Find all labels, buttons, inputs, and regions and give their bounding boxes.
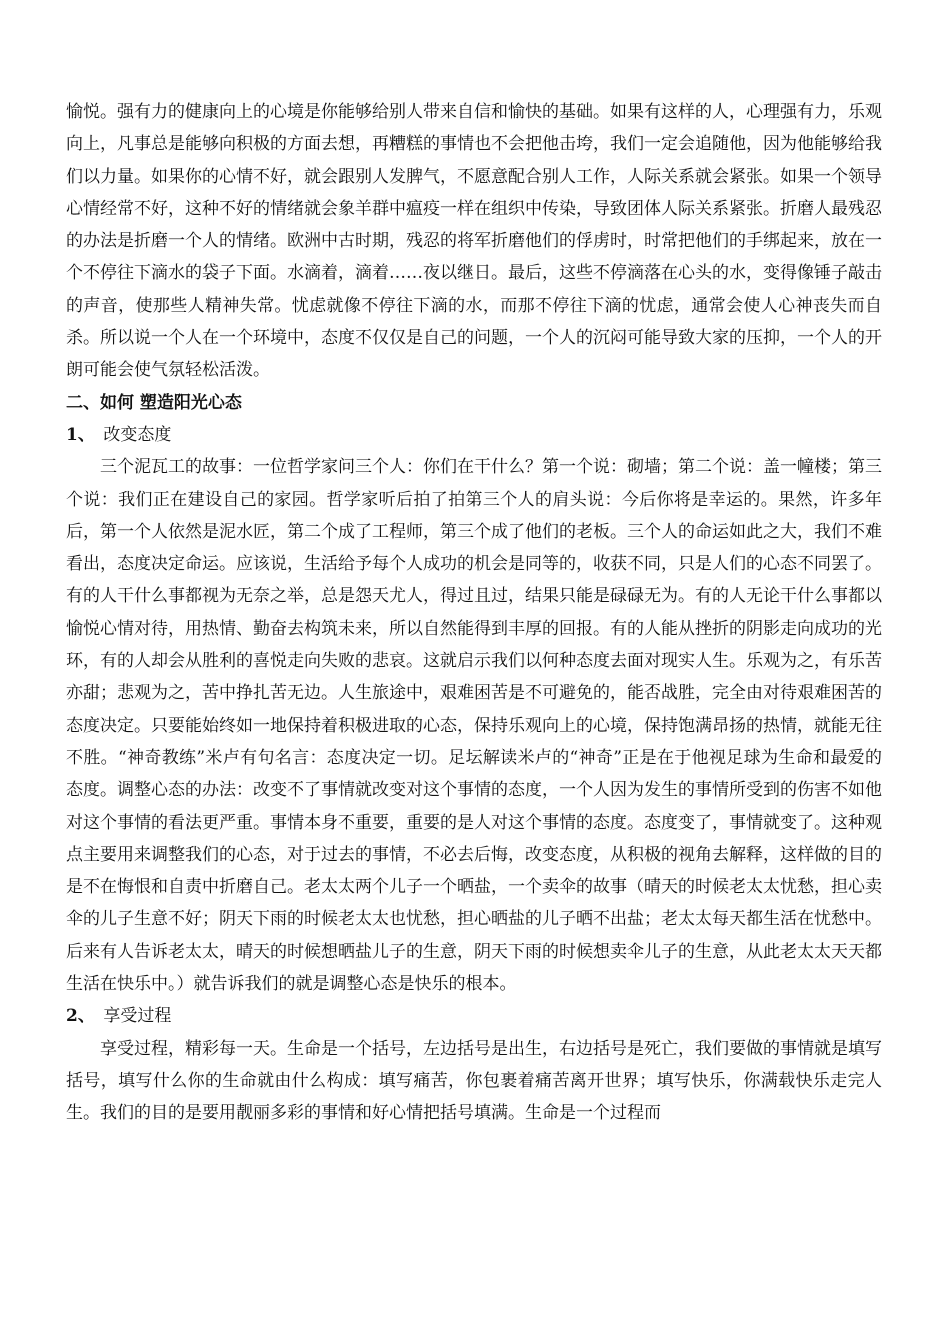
subheading-2-title: 享受过程 [103, 1006, 172, 1027]
subheading-1 [66, 419, 882, 451]
body-paragraph-2: 三个泥瓦工的故事：一位哲学家问三个人：你们在干什么？第一个说：砌墙；第二个说：盖一幢楼；第三个说：我们正在建设自己的家园。哲学家听后拍了拍第三个人的肩头说：今后你将是幸运的。果然，许多年后，第一个人依然是泥水匠，第二个成了工程师，第三个成了他们的老板。三个人的命运如此之大，我们不难看出，态度决定命运。应该说，生活给予每个人成功的机会是同等的，收获不同，只是人们的心态不同罢了。有的人干什么事都视为无奈之举，总是怨天尤人，得过且过，结果只能是碌碌无为。有的人无论干什么事都以愉悦心情对待，用热情、勤奋去构筑未来，所以自然能得到丰厚的回报。有的人能从挫折的阴影走向成功的光环，有的人却会从胜利的喜悦走向失败的悲哀。这就启示我们以何种态度去面对现实人生。乐观为之，有乐苦亦甜；悲观为之，苦中挣扎苦无边。人生旅途中，艰难困苦是不可避免的，能否战胜，完全由对待艰难困苦的态度决定。只要能始终如一地保持着积极进取的心态，保持乐观向上的心境，保持饱满昂扬的热情，就能无往不胜。“神奇教练”米卢有句名言：态度决定一切。足坛解读米卢的“神奇”正是在于他视足球为生命和最爱的态度。调整心态的办法：改变不了事情就改变对这个事情的态度，一个人因为发生的事情所受到的伤害不如他对这个事情的看法更严重。事情本身不重要，重要的是人对这个事情的态度。态度变了，事情就变了。这种观点主要用来调整我们的心态，对于过去的事情，不必去后悔，改变态度，从积极的视角去解释，这样做的目的是不在悔恨和自责中折磨自己。老太太两个儿子一个晒盐，一个卖伞的故事（晴天的时候老太太忧愁，担心卖伞的儿子生意不好；阴天下雨的时候老太太也忧愁，担心晒盐的儿子晒不出盐；老太太每天都生活在忧愁中。后来有人告诉老太太，晴天的时候想晒盐儿子的生意，阴天下雨的时候想卖伞儿子的生意，从此老太太天天都生活在快乐中。）就告诉我们的就是调整心态是快乐的根本。 [66, 457, 882, 995]
section-heading: 二、如何 塑造阳光心态 [66, 392, 242, 413]
document-page [66, 96, 882, 1130]
subheading-2-number: 2、 [66, 1006, 95, 1027]
subheading-1-title: 改变态度 [103, 424, 172, 445]
body-paragraph-3: 享受过程，精彩每一天。生命是一个括号，左边括号是出生，右边括号是死亡，我们要做的事情就是填写括号，填写什么你的生命就由什么构成：填写痛苦，你包裹着痛苦离开世界；填写快乐，你满载快乐走完人生。我们的目的是要用靓丽多彩的事情和好心情把括号填满。生命是一个过程而 [66, 1038, 882, 1124]
subheading-1-number: 1、 [66, 424, 95, 445]
body-paragraph-1: 愉悦。强有力的健康向上的心境是你能够给别人带来自信和愉快的基础。如果有这样的人，心理强有力，乐观向上，凡事总是能够向积极的方面去想，再糟糕的事情也不会把他击垮，我们一定会追随他，因为他能够给我们以力量。如果你的心情不好，就会跟别人发脾气，不愿意配合别人工作，人际关系就会紧张。如果一个领导心情经常不好，这种不好的情绪就会象羊群中瘟疫一样在组织中传染，导致团体人际关系紧张。折磨人最残忍的办法是折磨一个人的情绪。欧洲中古时期，残忍的将军折磨他们的俘虏时，时常把他们的手绑起来，放在一个不停往下滴水的袋子下面。水滴着，滴着……夜以继日。最后，这些不停滴落在心头的水，变得像锤子敲击的声音，使那些人精神失常。忧虑就像不停往下滴的水，而那不停往下滴的忧虑，通常会使人心神丧失而自杀。所以说一个人在一个环境中，态度不仅仅是自己的问题，一个人的沉闷可能导致大家的压抑，一个人的开朗可能会使气氛轻松活泼。 [66, 102, 882, 381]
subheading-2 [66, 1000, 882, 1032]
